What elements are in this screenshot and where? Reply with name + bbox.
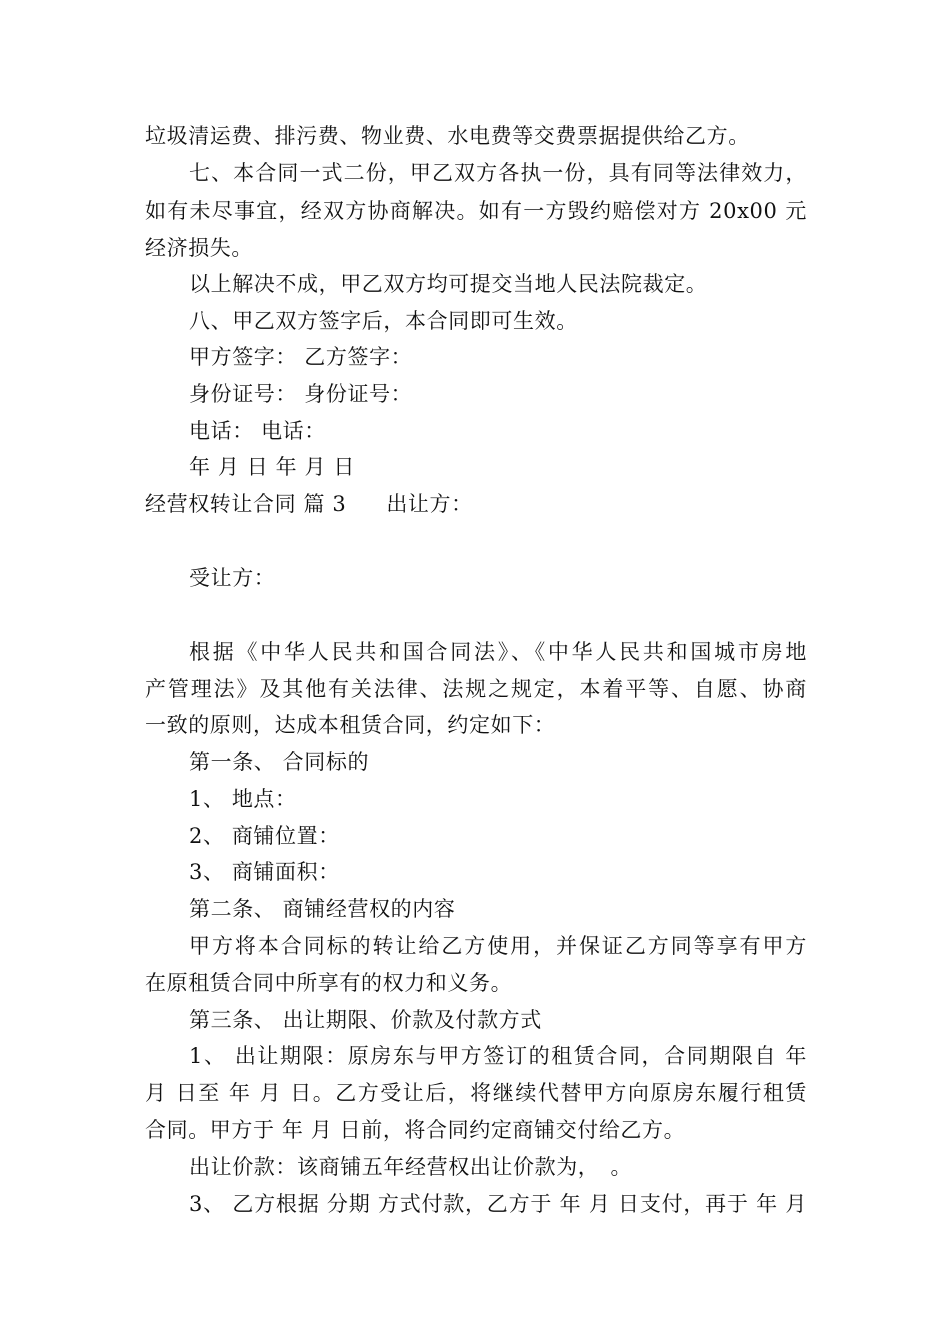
article-heading: 第一条、 合同标的 bbox=[189, 750, 370, 774]
list-item: 1、 地点： bbox=[189, 787, 297, 811]
text-line: 垃圾清运费、排污费、物业费、水电费等交费票据提供给乙方。 bbox=[145, 124, 750, 148]
list-item: 3、 商铺面积： bbox=[189, 860, 340, 884]
text-line: 甲方将本合同标的转让给乙方使用，并保证乙方同等享有甲方 bbox=[189, 934, 807, 958]
text-line: 甲方签字： 乙方签字： bbox=[189, 345, 413, 369]
text-line: 在原租赁合同中所享有的权力和义务。 bbox=[145, 971, 513, 995]
text-line: 1、 出让期限：原房东与甲方签订的租赁合同，合同期限自 年 bbox=[189, 1044, 807, 1068]
text-line: 一致的原则，达成本租赁合同，约定如下： bbox=[145, 713, 556, 737]
text-line: 八、甲乙双方签字后，本合同即可生效。 bbox=[189, 309, 578, 333]
text-line: 如有未尽事宜，经双方协商解决。如有一方毁约赔偿对方 20x00 元 bbox=[145, 199, 807, 223]
text-line: 年 月 日 年 月 日 bbox=[189, 455, 355, 479]
text-line: 产管理法》及其他有关法律、法规之规定，本着平等、自愿、协商 bbox=[145, 677, 807, 701]
text-line: 身份证号： 身份证号： bbox=[189, 382, 413, 406]
text-line: 电话： 电话： bbox=[189, 419, 326, 443]
transferor-label: 出让方： bbox=[386, 492, 473, 516]
transferee-label: 受让方： bbox=[189, 566, 276, 590]
article-heading: 第二条、 商铺经营权的内容 bbox=[189, 897, 456, 921]
text-line: 七、本合同一式二份，甲乙双方各执一份，具有同等法律效力， bbox=[189, 161, 807, 185]
text-line: 出让价款：该商铺五年经营权出让价款为， 。 bbox=[189, 1155, 633, 1179]
text-line: 3、 乙方根据 分期 方式付款，乙方于 年 月 日支付，再于 年 月 bbox=[189, 1192, 807, 1216]
text-line: 经济损失。 bbox=[145, 236, 253, 260]
text-line: 合同。甲方于 年 月 日前，将合同约定商铺交付给乙方。 bbox=[145, 1118, 686, 1142]
text-line: 以上解决不成，甲乙双方均可提交当地人民法院裁定。 bbox=[189, 272, 708, 296]
section-heading bbox=[145, 489, 473, 519]
section-title: 经营权转让合同 篇 3 bbox=[145, 492, 347, 516]
text-line: 根据《中华人民共和国合同法》、《中华人民共和国城市房地 bbox=[189, 640, 807, 664]
text-line: 月 日至 年 月 日。乙方受让后，将继续代替甲方向原房东履行租赁 bbox=[145, 1081, 807, 1105]
article-heading: 第三条、 出让期限、价款及付款方式 bbox=[189, 1008, 542, 1032]
list-item: 2、 商铺位置： bbox=[189, 824, 340, 848]
